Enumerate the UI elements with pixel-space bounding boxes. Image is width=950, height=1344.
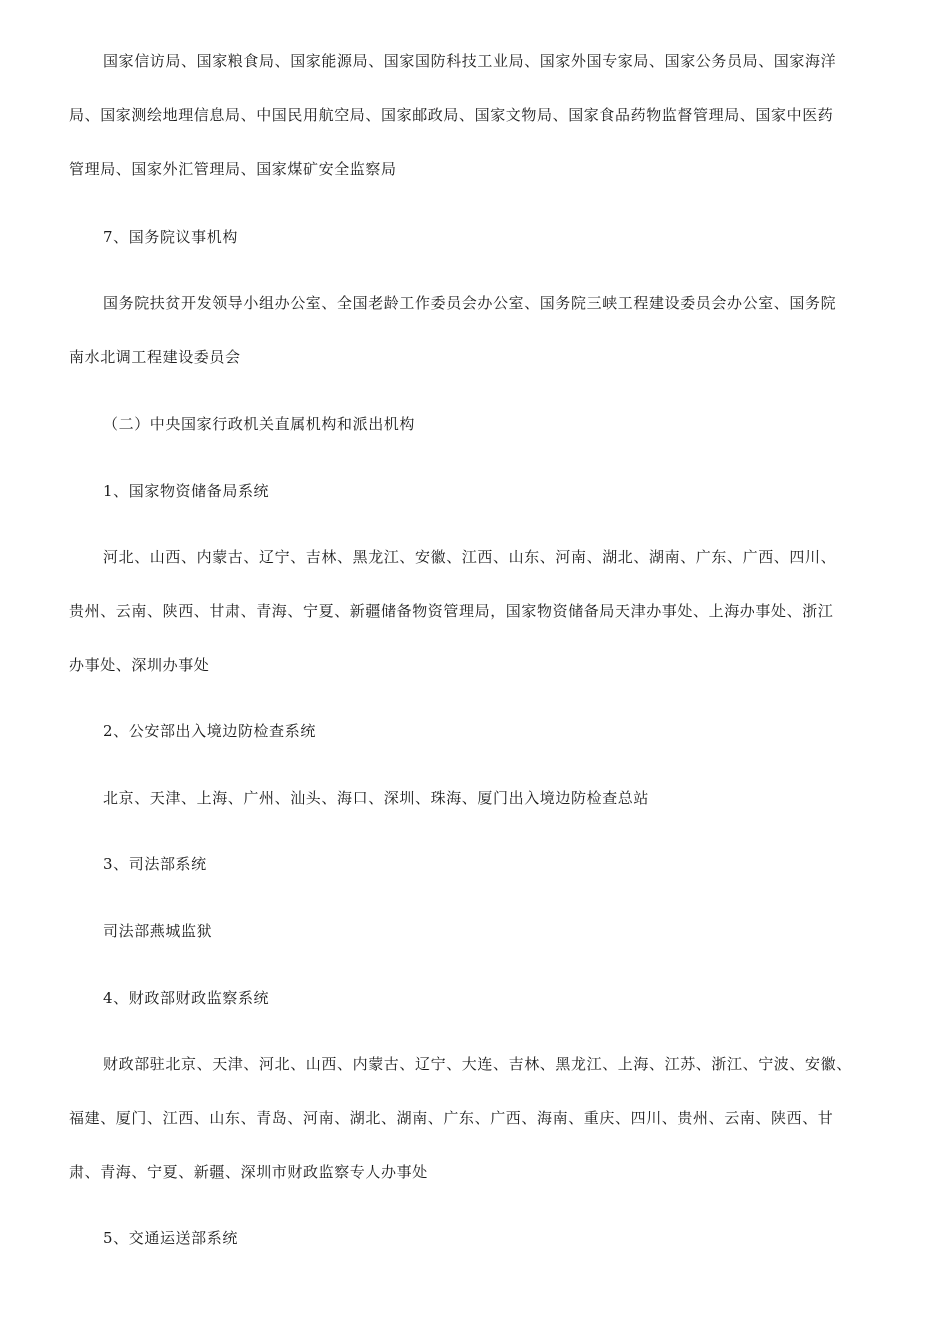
text-line: 河北、山西、内蒙古、辽宁、吉林、黑龙江、安徽、江西、山东、河南、湖北、湖南、广东、广西、四川、 [103,548,837,566]
text-line: 北京、天津、上海、广州、汕头、海口、深圳、珠海、厦门出入境边防检查总站 [103,789,650,807]
text-line: 国务院扶贫开发领导小组办公室、全国老龄工作委员会办公室、国务院三峡工程建设委员会办公室、国务院 [103,294,837,312]
text-line: 财政部驻北京、天津、河北、山西、内蒙古、辽宁、大连、吉林、黑龙江、上海、江苏、浙江、宁波、安徽、 [103,1055,852,1073]
text-line: 办事处、深圳办事处 [69,656,210,674]
text-line: 司法部燕城监狱 [103,922,213,940]
section-heading: 1、国家物资储备局系统 [103,482,270,500]
section-heading: 4、财政部财政监察系统 [103,989,270,1007]
section-heading: （二）中央国家行政机关直属机构和派出机构 [103,415,416,433]
section-heading: 5、交通运送部系统 [103,1229,238,1247]
text-line: 南水北调工程建设委员会 [69,348,241,366]
text-line: 贵州、云南、陕西、甘肃、青海、宁夏、新疆储备物资管理局，国家物资储备局天津办事处、上海办事处、浙江 [69,602,834,620]
text-line: 福建、厦门、江西、山东、青岛、河南、湖北、湖南、广东、广西、海南、重庆、四川、贵州、云南、陕西、甘 [69,1109,834,1127]
section-heading: 7、国务院议事机构 [103,228,238,246]
text-line: 局、国家测绘地理信息局、中国民用航空局、国家邮政局、国家文物局、国家食品药物监督管理局、国家中医药 [69,106,834,124]
section-heading: 2、公安部出入境边防检查系统 [103,722,316,740]
section-heading: 3、司法部系统 [103,855,207,873]
text-line: 国家信访局、国家粮食局、国家能源局、国家国防科技工业局、国家外国专家局、国家公务员局、国家海洋 [103,52,837,70]
text-line: 肃、青海、宁夏、新疆、深圳市财政监察专人办事处 [69,1163,428,1181]
text-line: 管理局、国家外汇管理局、国家煤矿安全监察局 [69,160,397,178]
